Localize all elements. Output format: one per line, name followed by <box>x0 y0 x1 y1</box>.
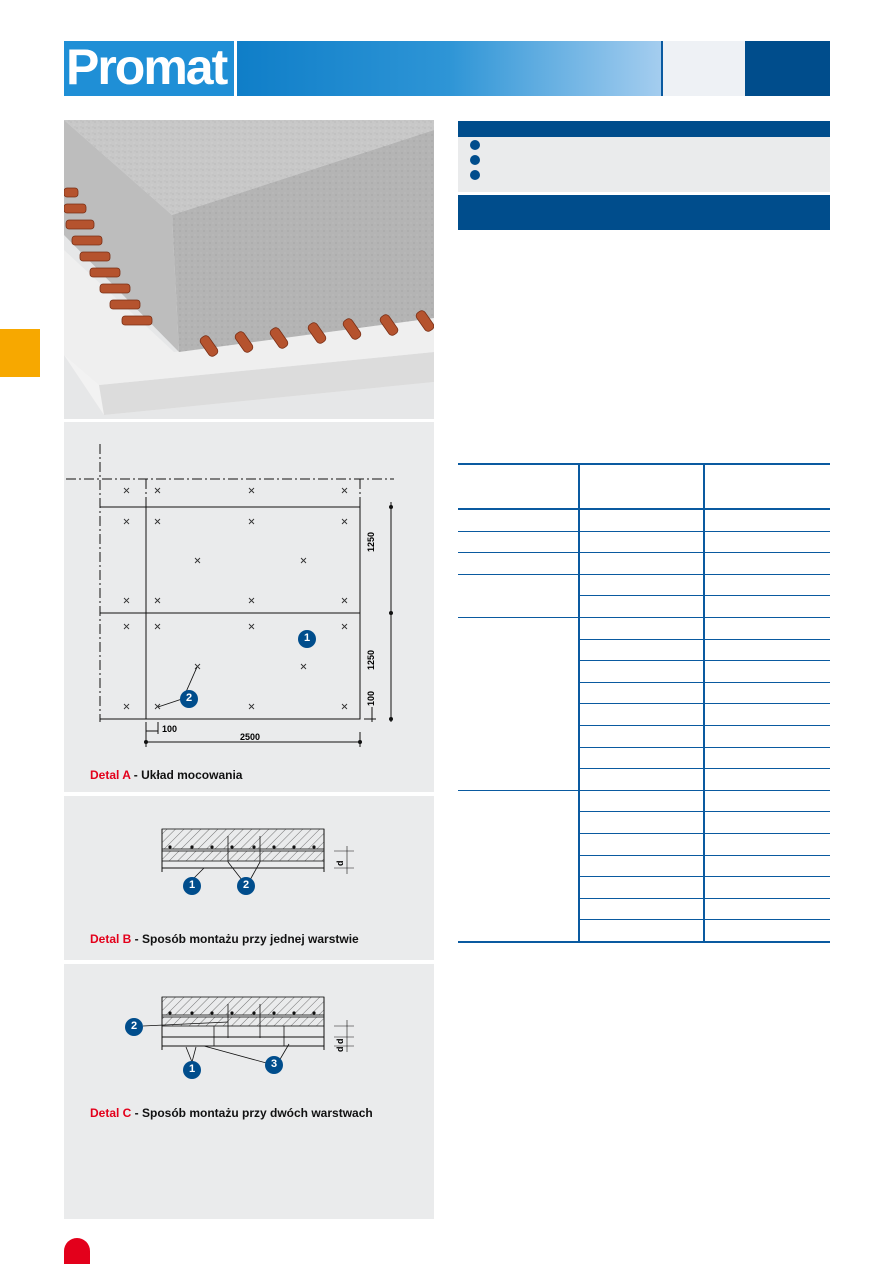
section-side-tab <box>0 329 40 377</box>
dim-height-2: 1250 <box>366 649 376 670</box>
detail-a-panel <box>64 422 434 792</box>
marker-1: 1 <box>303 632 311 644</box>
info-box-header <box>458 121 830 137</box>
bullet-icon <box>470 140 480 150</box>
table-row <box>458 509 830 531</box>
marker-2: 2 <box>185 692 193 704</box>
promat-logo: Promat <box>66 39 227 95</box>
header-light-box <box>663 41 745 96</box>
table-row <box>458 617 830 639</box>
dim-d: d <box>335 860 345 866</box>
table-header-row <box>458 464 830 509</box>
dim-width: 2500 <box>240 732 261 742</box>
marker-2: 2 <box>242 879 250 891</box>
table-row <box>458 553 830 575</box>
bullet-icon <box>470 155 480 165</box>
header-dark-box <box>745 41 830 96</box>
table-row <box>458 574 830 596</box>
marker-1: 1 <box>188 1063 196 1075</box>
detail-b-caption: Detal B - Sposób montażu przy jednej warstwie <box>90 932 359 946</box>
detail-b-panel <box>64 796 434 960</box>
detail-c-panel <box>64 964 434 1219</box>
detail-c-caption: Detal C - Sposób montażu przy dwóch warstwach <box>90 1106 373 1120</box>
dim-edge-bottom: 100 <box>366 690 376 706</box>
dim-edge: 100 <box>162 724 178 734</box>
info-box <box>458 137 830 192</box>
ceiling-cladding-illustration <box>64 120 434 419</box>
marker-1: 1 <box>188 879 196 891</box>
dim-height-1: 1250 <box>366 531 376 552</box>
spec-table <box>458 463 830 943</box>
detail-a-caption: Detal A - Układ mocowania <box>90 768 243 782</box>
dim-d-d: d d <box>335 1038 345 1052</box>
marker-2: 2 <box>130 1020 138 1032</box>
table-row <box>458 531 830 553</box>
table-row <box>458 790 830 812</box>
marker-3: 3 <box>270 1058 278 1070</box>
page-marker <box>64 1238 90 1264</box>
header-gradient-bar <box>237 41 661 96</box>
bullet-icon <box>470 170 480 180</box>
section-title-band <box>458 195 830 230</box>
